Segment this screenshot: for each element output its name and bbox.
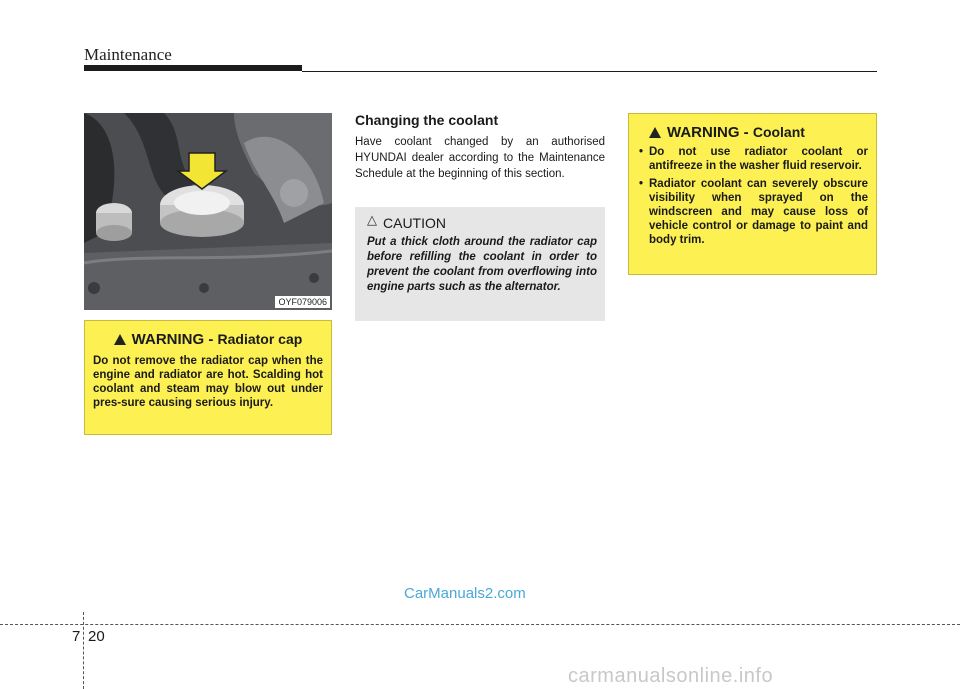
warning-label: WARNING -: [131, 331, 218, 348]
section-body: Have coolant changed by an authorised HYUNDAI dealer according to the Maintenance Schedule at the beginning of this section.: [355, 136, 605, 180]
header-rule-thick: [84, 65, 302, 71]
list-item: • Do not use radiator coolant or antifreeze in the washer fluid reservoir.: [639, 145, 868, 173]
caution-title: [367, 212, 597, 231]
coolant-warning-list: [639, 145, 868, 247]
warning-topic: Coolant: [752, 124, 805, 140]
page-number: 20: [88, 628, 105, 645]
footer-vertical-divider: [83, 612, 84, 689]
header-rule-thin: [302, 71, 877, 72]
radiator-warning-title: [93, 331, 323, 348]
chapter-number: 7: [72, 628, 81, 645]
warning-triangle-icon: [114, 334, 126, 345]
radiator-warning-body: Do not remove the radiator cap when the engine and radiator are hot. Scalding hot coolant and steam may blow out under pres-sure causing serious injury.: [93, 355, 323, 409]
coolant-warning: [628, 113, 877, 275]
list-item: • Radiator coolant can severely obscure visibility when sprayed on the windscreen and may cause loss of vehicle control or damage to paint and body trim.: [639, 177, 868, 247]
coolant-warning-title: [639, 124, 868, 141]
photo-code: OYF079006: [275, 296, 330, 308]
warning-label: WARNING -: [667, 124, 753, 141]
caution-body: Put a thick cloth around the radiator cap before refilling the coolant in order to prevent the coolant from overflowing into engine parts such as the alternator.: [367, 236, 597, 293]
radiator-cap-photo: [84, 113, 332, 310]
warning-triangle-icon: [649, 127, 661, 138]
engine-bay-illustration: [84, 113, 332, 310]
footer-site-watermark: carmanualsonline.info: [568, 665, 774, 687]
warning-topic: Radiator cap: [217, 331, 303, 347]
caution-triangle-icon: △: [367, 212, 377, 227]
page-header-title: Maintenance: [84, 45, 172, 64]
caution-label: CAUTION: [383, 215, 446, 231]
footer-divider: [0, 624, 960, 625]
caution-box: [355, 207, 605, 321]
radiator-cap-warning: [84, 320, 332, 435]
watermark-link[interactable]: CarManuals2.com: [404, 585, 526, 602]
section-heading: Changing the coolant: [355, 112, 499, 128]
